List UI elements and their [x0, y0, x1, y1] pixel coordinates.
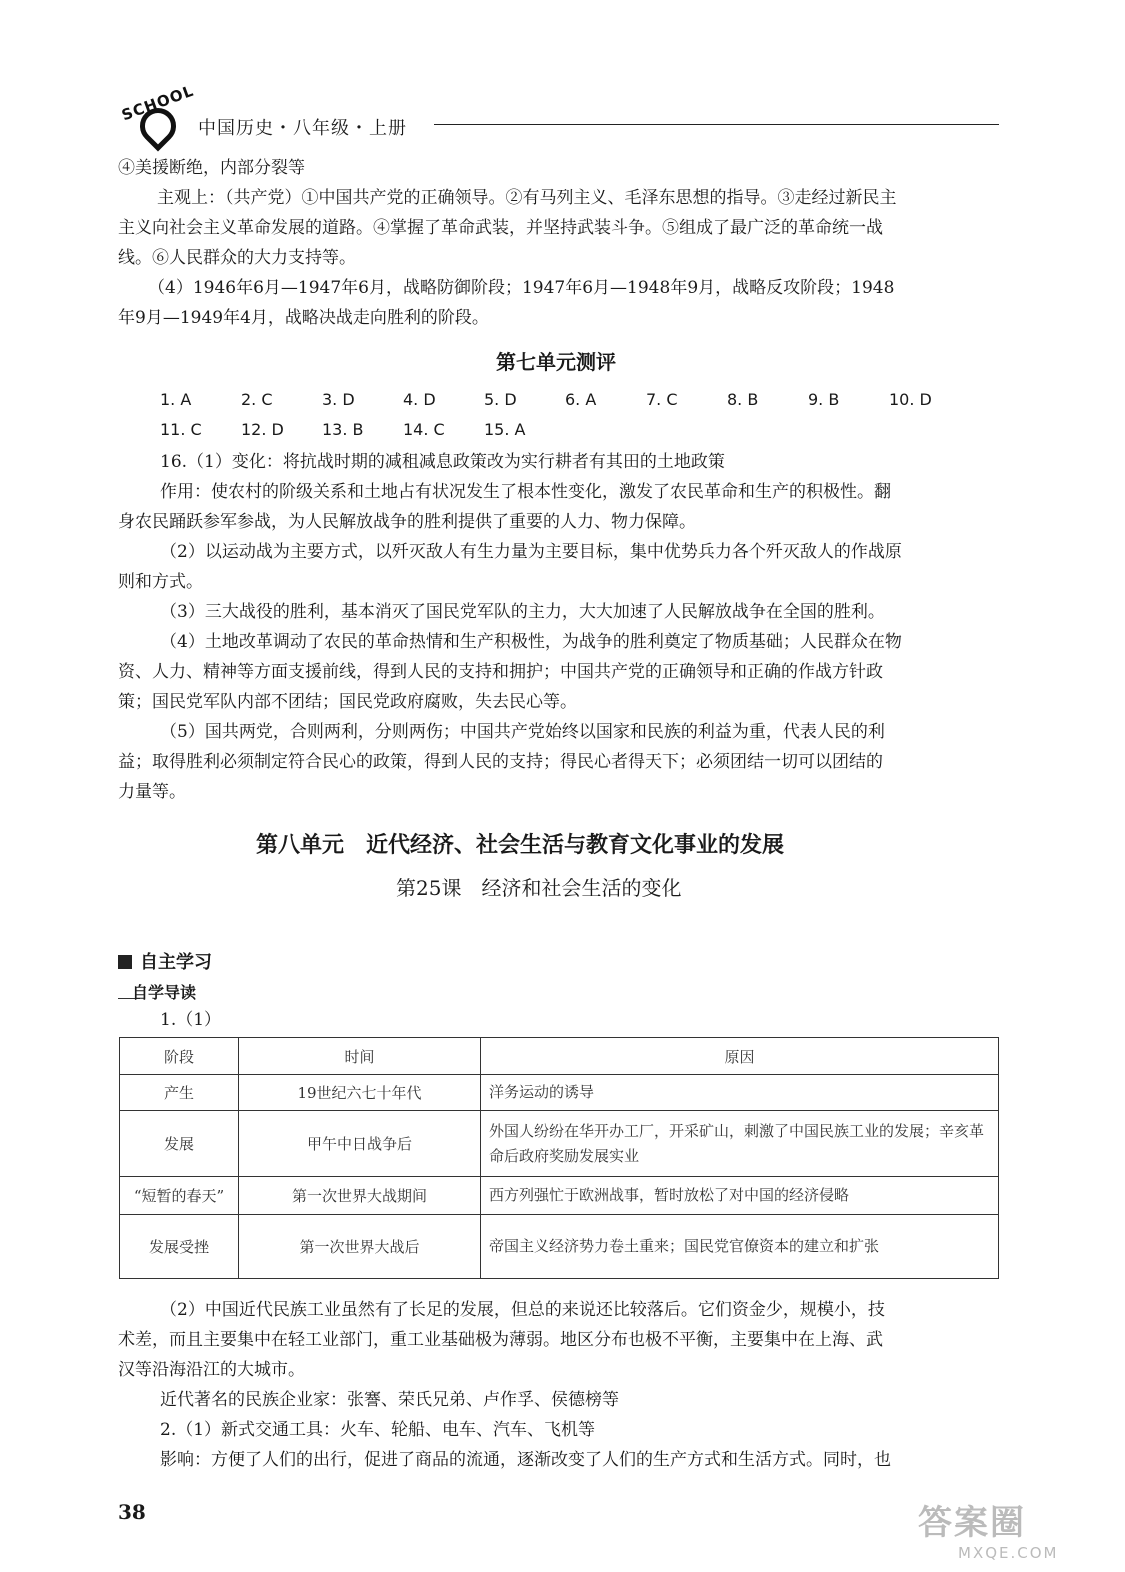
- answer-row-2: [160, 420, 565, 439]
- answer: 2. C: [241, 390, 273, 409]
- text-line: 作用：使农村的阶级关系和土地占有状况发生了根本性变化，激发了农民革命和生产的积极性。翻: [160, 482, 891, 502]
- column-header: 阶段: [120, 1038, 239, 1075]
- text-line: 主观上：（共产党）①中国共产党的正确领导。②有马列主义、毛泽东思想的指导。③走经过新民主: [157, 188, 897, 208]
- table-cell: 西方列强忙于欧洲战事，暂时放松了对中国的经济侵略: [481, 1177, 999, 1215]
- text-line: 影响：方便了人们的出行，促进了商品的流通，逐渐改变了人们的生产方式和生活方式。同时，也: [160, 1450, 891, 1470]
- watermark-url: MXQE.COM: [958, 1544, 1059, 1562]
- table-cell: 第一次世界大战后: [239, 1215, 481, 1279]
- answer: 1. A: [160, 390, 192, 409]
- answer: 3. D: [322, 390, 355, 409]
- answer: 8. B: [727, 390, 759, 409]
- page-number: 38: [118, 1500, 146, 1524]
- table-cell: 甲午中日战争后: [239, 1111, 481, 1177]
- text-line: 术差，而且主要集中在轻工业部门，重工业基础极为薄弱。地区分布也极不平衡，主要集中在上海、武: [118, 1330, 883, 1350]
- text-line: 身农民踊跃参军参战，为人民解放战争的胜利提供了重要的人力、物力保障。: [118, 512, 696, 532]
- text-line: （3）三大战役的胜利，基本消灭了国民党军队的主力，大大加速了人民解放战争在全国的胜利。: [160, 602, 885, 622]
- page-header: [118, 81, 1003, 148]
- table-cell: “短暂的春天”: [120, 1177, 239, 1215]
- answer: 9. B: [808, 390, 840, 409]
- text-line: （2）以运动战为主要方式，以歼灭敌人有生力量为主要目标，集中优势兵力各个歼灭敌人的作战原: [160, 542, 902, 562]
- text-line: （4）1946年6月—1947年6月，战略防御阶段；1947年6月—1948年9月，战略反攻阶段；1948: [148, 278, 895, 298]
- answer-row-1: [160, 390, 970, 409]
- text-line: 则和方式。: [118, 572, 203, 592]
- watermark: [918, 1495, 1098, 1561]
- table-header-row: [120, 1038, 999, 1075]
- section-heading: [118, 948, 212, 974]
- lesson-title: 第25课 经济和社会生活的变化: [396, 876, 682, 900]
- section-label: 自主学习: [140, 952, 212, 973]
- section-marker-icon: [118, 955, 132, 969]
- logo-text: SCHOOL: [119, 81, 197, 125]
- table-row: [120, 1075, 999, 1111]
- text-line: 资、人力、精神等方面支援前线，得到人民的支持和拥护；中国共产党的正确领导和正确的作战方针政: [118, 662, 883, 682]
- table-cell: 洋务运动的诱导: [481, 1075, 999, 1111]
- text-line: 汉等沿海沿江的大城市。: [118, 1360, 305, 1380]
- text-line: 近代著名的民族企业家：张謇、荣氏兄弟、卢作孚、侯德榜等: [160, 1390, 619, 1410]
- text-line: 益；取得胜利必须制定符合民心的政策，得到人民的支持；得民心者得天下；必须团结一切可以团结的: [118, 752, 883, 772]
- answer: 5. D: [484, 390, 517, 409]
- text-line: 力量等。: [118, 782, 186, 802]
- answer: 10. D: [889, 390, 932, 409]
- answer: 13. B: [322, 420, 364, 439]
- item-label: 1.（1）: [160, 1010, 222, 1030]
- school-logo: [118, 81, 197, 148]
- answer: 12. D: [241, 420, 284, 439]
- industry-table: [119, 1037, 999, 1279]
- table-cell: 19世纪六七十年代: [239, 1075, 481, 1111]
- text-line: （2）中国近代民族工业虽然有了长足的发展，但总的来说还比较落后。它们资金少，规模小，技: [160, 1300, 885, 1320]
- text-line: 2.（1）新式交通工具：火车、轮船、电车、汽车、飞机等: [160, 1420, 596, 1440]
- text-line: 16.（1）变化：将抗战时期的减租减息政策改为实行耕者有其田的土地政策: [160, 452, 725, 472]
- table-row: [120, 1215, 999, 1279]
- table-row: [120, 1111, 999, 1177]
- watermark-text: 答案圈: [918, 1503, 1026, 1543]
- header-rule: [434, 124, 999, 125]
- table-cell: 帝国主义经济势力卷土重来；国民党官僚资本的建立和扩张: [481, 1215, 999, 1279]
- subsection-heading: 自学导读: [132, 983, 197, 1002]
- column-header: 原因: [481, 1038, 999, 1075]
- answer: 4. D: [403, 390, 436, 409]
- table-cell: 第一次世界大战期间: [239, 1177, 481, 1215]
- answer: 15. A: [484, 420, 526, 439]
- table-row: [120, 1177, 999, 1215]
- answer: 7. C: [646, 390, 678, 409]
- unit7-title: 第七单元测评: [496, 350, 616, 374]
- unit8-title: 第八单元 近代经济、社会生活与教育文化事业的发展: [256, 832, 785, 858]
- text-line: 年9月—1949年4月，战略决战走向胜利的阶段。: [118, 308, 489, 328]
- text-line: ④美援断绝，内部分裂等: [118, 158, 305, 178]
- answer: 11. C: [160, 420, 202, 439]
- text-line: 策；国民党军队内部不团结；国民党政府腐败，失去民心等。: [118, 692, 577, 712]
- table-cell: 发展受挫: [120, 1215, 239, 1279]
- book-title: 中国历史・八年级・上册: [198, 118, 407, 139]
- text-line: （4）土地改革调动了农民的革命热情和生产积极性，为战争的胜利奠定了物质基础；人民群众在物: [160, 632, 902, 652]
- table-cell: 产生: [120, 1075, 239, 1111]
- answer: 6. A: [565, 390, 597, 409]
- table-cell: 发展: [120, 1111, 239, 1177]
- text-line: 主义向社会主义革命发展的道路。④掌握了革命武装，并坚持武装斗争。⑤组成了最广泛的革命统一战: [118, 218, 883, 238]
- text-line: 线。⑥人民群众的大力支持等。: [118, 248, 356, 268]
- column-header: 时间: [239, 1038, 481, 1075]
- answer: 14. C: [403, 420, 445, 439]
- table-cell: 外国人纷纷在华开办工厂，开采矿山，刺激了中国民族工业的发展；辛亥革命后政府奖励发展实业: [481, 1111, 999, 1177]
- text-line: （5）国共两党，合则两利，分则两伤；中国共产党始终以国家和民族的利益为重，代表人民的利: [160, 722, 885, 742]
